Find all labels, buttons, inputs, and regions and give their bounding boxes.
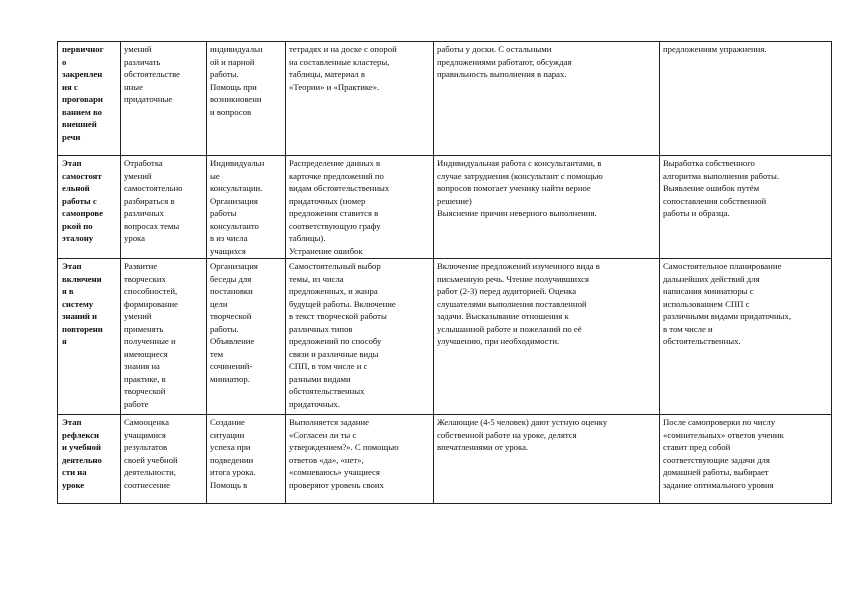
goal-cell bbox=[121, 259, 207, 415]
cell-line: Организация bbox=[210, 195, 258, 206]
form-cell bbox=[207, 156, 286, 259]
cell-line: систему bbox=[62, 298, 94, 309]
stage-cell bbox=[58, 415, 121, 504]
cell-line: СПП, в том числе и с bbox=[289, 361, 368, 371]
cell-line: использованием СПП с bbox=[663, 298, 750, 309]
cell-line: и учебной bbox=[62, 442, 101, 452]
cell-line: Отработка bbox=[124, 158, 163, 168]
cell-line: Самостоятельный выбор bbox=[289, 261, 381, 271]
cell-line: урока bbox=[124, 233, 145, 243]
cell-line: работы bbox=[210, 208, 237, 218]
cell-line: Объявление bbox=[210, 336, 255, 346]
cell-line: уроке bbox=[62, 479, 85, 490]
cell-line: первичног bbox=[62, 44, 104, 54]
cell-text bbox=[62, 157, 117, 256]
cell-line: включени bbox=[62, 273, 102, 284]
cell-line: имеющиеся bbox=[124, 348, 168, 359]
cell-line: речи bbox=[62, 131, 81, 142]
cell-line: разбираться в bbox=[124, 195, 175, 206]
cell-line: своей учебной bbox=[124, 454, 178, 465]
cell-line: «Теории» и «Практике». bbox=[289, 81, 380, 92]
cell-line: решение) bbox=[437, 195, 472, 206]
cell-line: самопрове bbox=[62, 208, 103, 218]
cell-line: Организация bbox=[210, 261, 258, 271]
cell-text bbox=[62, 416, 117, 501]
cell-line: предложений по способу bbox=[289, 336, 382, 346]
cell-line: «сомневаюсь» учащиеся bbox=[289, 467, 380, 477]
activity-cell bbox=[434, 42, 660, 156]
cell-line: предложениями работают, обсуждая bbox=[437, 56, 572, 67]
cell-line: соотнесение bbox=[124, 479, 170, 490]
cell-line: Помощь при bbox=[210, 81, 257, 92]
cell-line: Устранение ошибок bbox=[289, 245, 363, 256]
cell-line: консультанто bbox=[210, 220, 259, 231]
cell-text bbox=[124, 157, 203, 256]
goal-cell bbox=[121, 42, 207, 156]
cell-line: соответствующую графу bbox=[289, 220, 381, 231]
cell-line: сопоставления собственной bbox=[663, 195, 767, 206]
cell-line: способностей, bbox=[124, 286, 178, 296]
cell-line: обстоятельственных bbox=[289, 386, 365, 396]
cell-line: правильность выполнения в парах. bbox=[437, 69, 567, 79]
cell-line: таблицы). bbox=[289, 233, 326, 243]
cell-line: придаточных. bbox=[289, 398, 340, 409]
cell-line: «сомнительных» ответов ученик bbox=[663, 429, 784, 440]
content-cell bbox=[286, 259, 434, 415]
cell-line: ельной bbox=[62, 183, 90, 193]
cell-text bbox=[437, 43, 656, 153]
cell-line: закреплен bbox=[62, 69, 103, 79]
cell-line: вопросах темы bbox=[124, 220, 180, 231]
cell-line: Самооценка bbox=[124, 417, 169, 427]
cell-line: ркой по bbox=[62, 220, 93, 231]
cell-text bbox=[62, 260, 117, 412]
cell-line: улучшению, при необходимости. bbox=[437, 336, 560, 346]
cell-line: работы. bbox=[210, 69, 239, 79]
table-row bbox=[58, 156, 832, 259]
cell-line: работе bbox=[124, 398, 149, 409]
cell-line: знания на bbox=[124, 361, 160, 371]
cell-line: Выполняется задание bbox=[289, 417, 369, 427]
cell-text bbox=[289, 157, 430, 256]
cell-text bbox=[210, 416, 282, 501]
cell-line: различать bbox=[124, 56, 161, 67]
cell-line: соответствующие задачи для bbox=[663, 454, 770, 465]
form-cell bbox=[207, 415, 286, 504]
cell-line: внешней bbox=[62, 119, 97, 129]
result-cell bbox=[660, 259, 832, 415]
cell-line: сочинений- bbox=[210, 361, 253, 371]
cell-text bbox=[124, 260, 203, 412]
cell-line: тем bbox=[210, 348, 224, 359]
cell-text bbox=[124, 416, 203, 501]
cell-line: задание оптимального уровня bbox=[663, 479, 774, 490]
cell-text bbox=[437, 416, 656, 501]
cell-line: Выработка собственного bbox=[663, 158, 755, 168]
cell-line: умений bbox=[124, 311, 152, 321]
activity-cell bbox=[434, 259, 660, 415]
cell-line: темы, из числа bbox=[289, 273, 344, 284]
cell-line: ые bbox=[210, 170, 220, 181]
cell-line: консультации. bbox=[210, 183, 263, 193]
cell-line: письменную речь. Чтение получившихся bbox=[437, 273, 590, 284]
cell-line: ой и парной bbox=[210, 56, 255, 67]
cell-line: Этап bbox=[62, 158, 82, 168]
cell-line: Этап bbox=[62, 261, 82, 271]
cell-line: постановки bbox=[210, 286, 253, 296]
cell-line: случае затруднения (консультант с помощью bbox=[437, 170, 603, 181]
result-cell bbox=[660, 42, 832, 156]
cell-line: самостоят bbox=[62, 170, 102, 181]
goal-cell bbox=[121, 415, 207, 504]
result-cell bbox=[660, 415, 832, 504]
cell-line: итога урока. bbox=[210, 467, 256, 477]
cell-line: «Согласен ли ты с bbox=[289, 429, 357, 440]
stage-cell bbox=[58, 259, 121, 415]
cell-line: алгоритма выполнения работы. bbox=[663, 170, 779, 181]
cell-line: услышанной работе и пожеланий по её bbox=[437, 323, 582, 334]
cell-line: придаточных (номер bbox=[289, 195, 366, 206]
cell-line: я в bbox=[62, 286, 74, 296]
cell-line: ответов «да», «нет», bbox=[289, 454, 364, 465]
cell-line: предложения ставится в bbox=[289, 208, 379, 218]
cell-line: беседы для bbox=[210, 273, 252, 284]
cell-line: тетрадях и на доске с опорой bbox=[289, 44, 397, 54]
cell-line: Развитие bbox=[124, 261, 158, 271]
cell-line: предложениям упражнения. bbox=[663, 44, 767, 54]
cell-line: Создание bbox=[210, 417, 245, 427]
cell-line: результатов bbox=[124, 442, 168, 452]
cell-line: и вопросов bbox=[210, 106, 252, 117]
cell-text bbox=[62, 43, 117, 153]
cell-line: Включение предложений изученного вида в bbox=[437, 261, 600, 271]
cell-line: различных bbox=[124, 208, 164, 218]
activity-cell bbox=[434, 156, 660, 259]
cell-text bbox=[437, 157, 656, 256]
cell-line: Выяснение причин неверного выполнения. bbox=[437, 208, 597, 218]
table-row bbox=[58, 259, 832, 415]
cell-line: Индивидуальная работа с консультантами, в bbox=[437, 158, 602, 168]
cell-text bbox=[289, 260, 430, 412]
cell-line: работы и образца. bbox=[663, 208, 730, 218]
result-cell bbox=[660, 156, 832, 259]
cell-line: подведении bbox=[210, 454, 254, 465]
cell-line: дальнейших действий для bbox=[663, 273, 760, 284]
cell-line: карточке предложений по bbox=[289, 170, 384, 181]
goal-cell bbox=[121, 156, 207, 259]
content-cell bbox=[286, 42, 434, 156]
cell-line: миниатюр. bbox=[210, 373, 250, 384]
cell-line: таблицы, материал в bbox=[289, 69, 366, 79]
cell-line: цели bbox=[210, 298, 228, 309]
cell-line: индивидуальн bbox=[210, 44, 263, 54]
cell-line: творческой bbox=[124, 386, 166, 396]
cell-line: творческой bbox=[210, 311, 252, 321]
table-row bbox=[58, 415, 832, 504]
cell-line: умений bbox=[124, 44, 152, 54]
cell-line: я bbox=[62, 336, 67, 346]
cell-line: вопросов помогает ученику найти верное bbox=[437, 183, 591, 193]
cell-text bbox=[210, 157, 282, 256]
cell-line: Этап bbox=[62, 417, 82, 427]
content-cell bbox=[286, 156, 434, 259]
cell-line: обстоятельстве bbox=[124, 69, 180, 79]
cell-line: учащихся bbox=[210, 245, 246, 256]
cell-line: на составленные кластеры, bbox=[289, 56, 390, 67]
cell-line: эталону bbox=[62, 233, 94, 243]
cell-line: сти на bbox=[62, 467, 87, 477]
cell-line: различных типов bbox=[289, 323, 353, 334]
cell-text bbox=[663, 43, 828, 153]
cell-line: видам обстоятельственных bbox=[289, 183, 390, 193]
cell-line: полученные и bbox=[124, 336, 176, 346]
cell-line: рефлекси bbox=[62, 429, 99, 440]
cell-line: Распределение данных в bbox=[289, 158, 381, 168]
cell-line: слушателями выполнения поставленной bbox=[437, 298, 587, 309]
cell-line: предложенных, и жанра bbox=[289, 286, 378, 296]
cell-line: будущей работы. Включение bbox=[289, 298, 396, 309]
cell-line: нные bbox=[124, 81, 143, 92]
stage-cell bbox=[58, 42, 121, 156]
cell-line: самостоятельно bbox=[124, 183, 183, 193]
cell-line: домашней работы, выбирает bbox=[663, 467, 769, 477]
cell-line: в текст творческой работы bbox=[289, 311, 387, 321]
cell-line: формирование bbox=[124, 298, 179, 309]
table-row bbox=[58, 42, 832, 156]
cell-line: придаточные bbox=[124, 94, 173, 104]
stage-cell bbox=[58, 156, 121, 259]
cell-text bbox=[210, 43, 282, 153]
cell-line: возникновени bbox=[210, 94, 262, 104]
cell-text bbox=[663, 260, 828, 412]
cell-line: повторени bbox=[62, 323, 103, 334]
cell-line: Самостоятельное планирование bbox=[663, 261, 782, 271]
cell-line: ия с bbox=[62, 81, 78, 92]
cell-line: работы. bbox=[210, 323, 239, 334]
cell-line: После самопроверки по числу bbox=[663, 417, 776, 427]
form-cell bbox=[207, 259, 286, 415]
cell-line: Помощь в bbox=[210, 479, 248, 490]
form-cell bbox=[207, 42, 286, 156]
cell-line: знаний и bbox=[62, 311, 98, 321]
cell-line: проговари bbox=[62, 94, 103, 104]
cell-line: написания миниатюры с bbox=[663, 286, 754, 296]
cell-line: в том числе и bbox=[663, 323, 713, 334]
cell-line: творческих bbox=[124, 273, 166, 284]
cell-text bbox=[289, 43, 430, 153]
activity-cell bbox=[434, 415, 660, 504]
cell-text bbox=[210, 260, 282, 412]
cell-line: различными видами придаточных, bbox=[663, 311, 791, 321]
cell-line: применять bbox=[124, 323, 164, 334]
cell-line: успеха при bbox=[210, 442, 251, 452]
cell-text bbox=[663, 416, 828, 501]
cell-line: деятельно bbox=[62, 454, 102, 465]
cell-line: проверяют уровень своих bbox=[289, 479, 384, 490]
lesson-plan-table bbox=[57, 41, 832, 504]
cell-line: разными видами bbox=[289, 373, 351, 384]
cell-line: ванием во bbox=[62, 106, 102, 117]
cell-line: учащимися bbox=[124, 429, 166, 440]
cell-line: впечатлениями от урока. bbox=[437, 442, 529, 452]
table-body bbox=[58, 42, 832, 504]
cell-text bbox=[437, 260, 656, 412]
cell-line: в из числа bbox=[210, 233, 248, 243]
cell-line: ставит пред собой bbox=[663, 442, 731, 452]
cell-line: обстоятельственных. bbox=[663, 336, 741, 346]
cell-line: работы у доски. С остальными bbox=[437, 44, 552, 54]
cell-line: собственной работе на уроке, делятся bbox=[437, 429, 577, 440]
cell-text bbox=[663, 157, 828, 256]
cell-line: Выявление ошибок путём bbox=[663, 183, 760, 193]
cell-text bbox=[289, 416, 430, 501]
cell-line: Индивидуальн bbox=[210, 158, 265, 168]
cell-line: работ (2-3) перед аудиторией. Оценка bbox=[437, 286, 577, 296]
cell-line: связи и различные виды bbox=[289, 348, 379, 359]
cell-text bbox=[124, 43, 203, 153]
cell-line: деятельности, bbox=[124, 467, 176, 477]
cell-line: утверждением?». С помощью bbox=[289, 442, 399, 452]
cell-line: умений bbox=[124, 170, 152, 181]
cell-line: о bbox=[62, 56, 67, 67]
cell-line: практике, в bbox=[124, 373, 166, 384]
content-cell bbox=[286, 415, 434, 504]
cell-line: ситуации bbox=[210, 429, 245, 440]
cell-line: Желающие (4-5 человек) дают устную оценку bbox=[437, 417, 608, 427]
cell-line: задачи. Высказывание отношения к bbox=[437, 311, 569, 321]
cell-line: работы с bbox=[62, 195, 97, 206]
